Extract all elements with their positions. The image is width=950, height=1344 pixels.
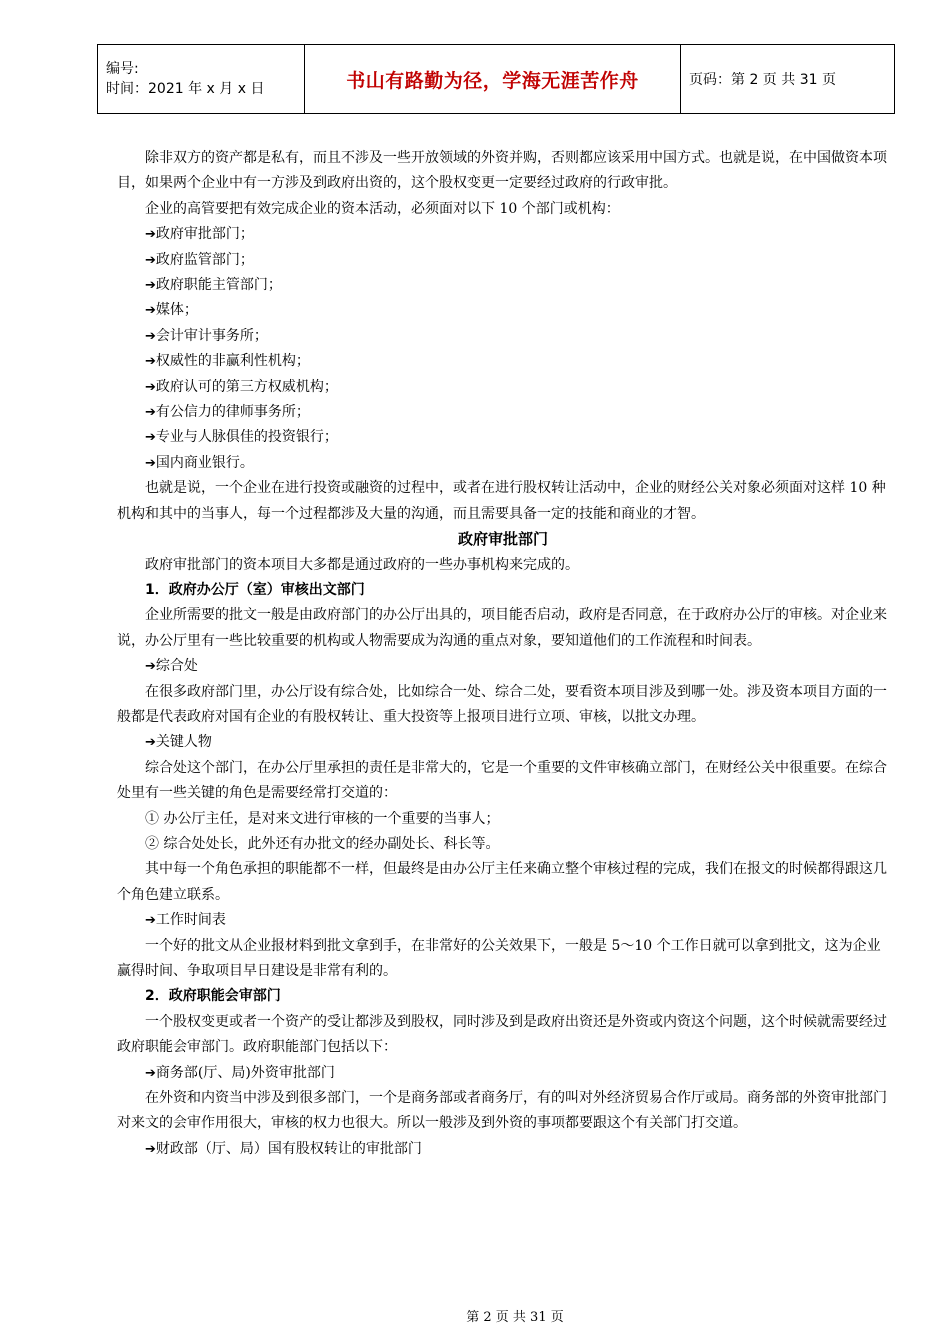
list-item: ➔国内商业银行。 <box>145 454 254 471</box>
arrow-right-icon: ➔ <box>145 659 156 675</box>
paragraph: 其中每一个角色承担的职能都不一样，但最终是由办公厅主任来确立整个审核过程的完成，我们在报文的时候都得跟这几个角色建立联系。 <box>117 861 887 903</box>
subheading: 2．政府职能会审部门 <box>145 988 281 1005</box>
paragraph: 政府审批部门的资本项目大多都是通过政府的一些办事机构来完成的。 <box>145 556 579 573</box>
arrow-right-icon: ➔ <box>145 278 156 294</box>
arrow-right-icon: ➔ <box>145 455 156 471</box>
subheading: 1．政府办公厅（室）审核出文部门 <box>145 581 365 598</box>
list-item: ➔政府监管部门； <box>145 251 254 268</box>
paragraph: 一个好的批文从企业报材料到批文拿到手，在非常好的公关效果下，一般是 5～10 个工作日就可以拿到批文，这为企业赢得时间、争取项目早日建设是非常有利的。 <box>117 937 881 979</box>
paragraph: 综合处这个部门，在办公厅里承担的责任是非常大的，它是一个重要的文件审核确立部门，在财经公关中很重要。在综合处里有一些关键的角色是需要经常打交道的： <box>117 759 887 802</box>
header-page-info: 页码：第 2 页 共 31 页 <box>689 72 836 88</box>
numbered-item: ② 综合处处长，此外还有办批文的经办副处长、科长等。 <box>145 835 500 852</box>
sub-topic: ➔财政部（厅、局）国有股权转让的审批部门 <box>145 1140 422 1157</box>
page-footer: 第 2 页 共 31 页 <box>466 1310 564 1325</box>
arrow-right-icon: ➔ <box>145 354 156 370</box>
header-meta <box>98 45 305 113</box>
list-item: ➔有公信力的律师事务所； <box>145 404 310 421</box>
paragraph: 在外资和内资当中涉及到很多部门，一个是商务部或者商务厅，有的叫对外经济贸易合作厅或局。商务部的外资审批部门对来文的会审作用很大，审核的权力也很大。所以一般涉及到外资的事项都要跟这个有关部门打交道。 <box>117 1090 887 1132</box>
sub-topic: ➔综合处 <box>145 658 198 675</box>
paragraph: 一个股权变更或者一个资产的受让都涉及到股权，同时涉及到是政府出资还是外资或内资这个问题，这个时候就需要经过政府职能会审部门。政府职能部门包括以下： <box>117 1013 887 1056</box>
arrow-right-icon: ➔ <box>145 227 156 243</box>
time-label: 时间：2021 年 x 月 x 日 <box>106 81 265 97</box>
paragraph: 在很多政府部门里，办公厅设有综合处，比如综合一处、综合二处，要看资本项目涉及到哪一处。涉及资本项目方面的一般都是代表政府对国有企业的有股权转让、重大投资等上报项目进行立项、审核，以批文办理。 <box>117 683 887 725</box>
arrow-right-icon: ➔ <box>145 379 156 395</box>
list-item: ➔专业与人脉俱佳的投资银行； <box>145 429 338 446</box>
numbered-item: ① 办公厅主任，是对来文进行审核的一个重要的当事人； <box>145 810 500 827</box>
arrow-right-icon: ➔ <box>145 913 156 929</box>
paragraph: 除非双方的资产都是私有，而且不涉及一些开放领域的外资并购，否则都应该采用中国方式。也就是说，在中国做资本项目，如果两个企业中有一方涉及到政府出资的，这个股权变更一定要经过政府的行政审批。 <box>117 150 887 192</box>
arrow-right-icon: ➔ <box>145 1065 156 1081</box>
page-header <box>97 44 895 114</box>
list-item: ➔政府职能主管部门； <box>145 277 282 294</box>
arrow-right-icon: ➔ <box>145 252 156 268</box>
sub-topic: ➔工作时间表 <box>145 912 226 929</box>
list-item: ➔政府认可的第三方权威机构； <box>145 378 338 395</box>
arrow-right-icon: ➔ <box>145 735 156 751</box>
document-body <box>117 146 889 1162</box>
list-item: ➔媒体； <box>145 302 198 319</box>
header-motto: 书山有路勤为径，学海无涯苦作舟 <box>305 45 681 113</box>
list-item: ➔会计审计事务所； <box>145 327 268 344</box>
section-title: 政府审批部门 <box>457 530 548 549</box>
arrow-right-icon: ➔ <box>145 1141 156 1157</box>
arrow-right-icon: ➔ <box>145 430 156 446</box>
paragraph: 企业所需要的批文一般是由政府部门的办公厅出具的，项目能否启动，政府是否同意，在于政府办公厅的审核。对企业来说，办公厅里有一些比较重要的机构或人物需要成为沟通的重点对象，要知道他们的工作流程和时间表。 <box>117 607 887 649</box>
number-label: 编号: <box>106 61 139 77</box>
sub-topic: ➔商务部(厅、局)外资审批部门 <box>145 1064 335 1081</box>
arrow-right-icon: ➔ <box>145 303 156 319</box>
sub-topic: ➔关键人物 <box>145 734 212 751</box>
list-item: ➔权威性的非赢利性机构； <box>145 353 310 370</box>
arrow-right-icon: ➔ <box>145 405 156 421</box>
paragraph: 企业的高管要把有效完成企业的资本活动，必须面对以下 10 个部门或机构： <box>145 200 620 217</box>
list-item: ➔政府审批部门； <box>145 226 254 243</box>
arrow-right-icon: ➔ <box>145 328 156 344</box>
paragraph: 也就是说，一个企业在进行投资或融资的过程中，或者在进行股权转让活动中，企业的财经公关对象必须面对这样 10 种机构和其中的当事人，每一个过程都涉及大量的沟通，而且需要具备一定的技能和商业的才智。 <box>117 480 886 522</box>
